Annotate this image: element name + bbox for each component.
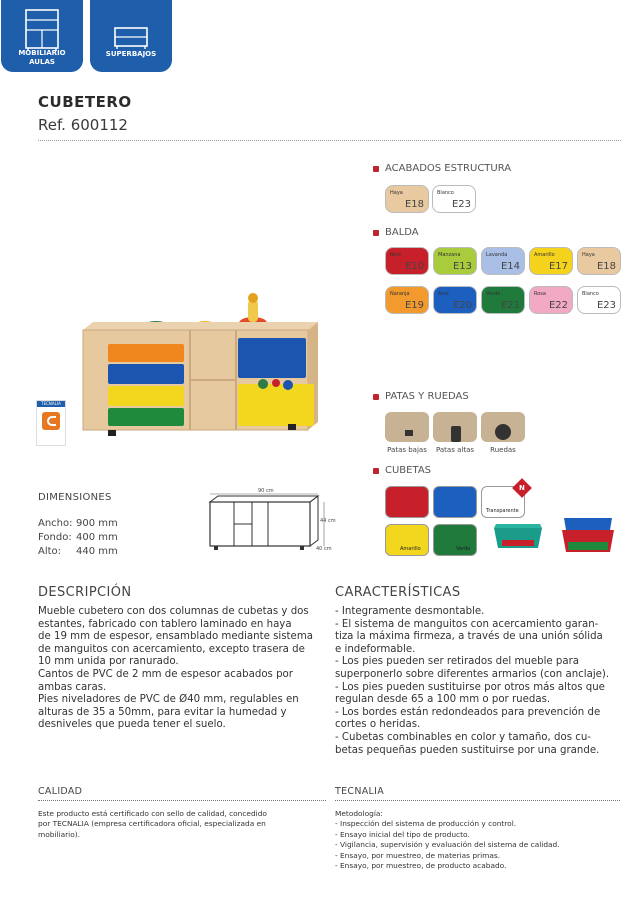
swatch-balda-azul[interactable]: [433, 286, 477, 314]
cubeta-transparente[interactable]: Transparente: [481, 486, 525, 518]
badge-brand: TECNALIA: [37, 401, 65, 407]
calidad-divider: [38, 800, 326, 801]
swatch-balda-verde[interactable]: [481, 286, 525, 314]
tecnalia-heading: TECNALIA: [335, 786, 385, 797]
swatch-acabado-blanco[interactable]: Blanco E23: [432, 185, 476, 213]
tab-mobiliario-aulas[interactable]: [1, 0, 83, 72]
cabinet-icon: [22, 8, 62, 52]
caracteristicas-text: - Integramente desmontable. - El sistema de manguitos con acercamiento garan- tiza la máxima firmeza, a través de una unión sólida e indeformable. - Los pies pueden ser retirados del mueble para superponerlo sobre diferentes armarios (con anclaje). - Los pies pueden sustituirse por otros más altos que regulan desde 65 a 100 mm o por ruedas. - Los bordes están redondeados para prevención de cortes o heridas. - Cubetas combinables en color y tamaño, dos cu- betas pequeñas pueden sustituirse por una grande.: [335, 606, 610, 756]
swatch-name: Manzana: [438, 252, 461, 258]
swatch-code: E19: [404, 300, 424, 311]
swatch-name: Haya: [582, 252, 595, 258]
wheel-icon: [495, 424, 511, 440]
calidad-heading: CALIDAD: [38, 786, 83, 797]
patas-bajas-option[interactable]: [385, 412, 429, 442]
swatch-balda-manzana[interactable]: [433, 247, 477, 275]
swatch-balda-rojo[interactable]: [385, 247, 429, 275]
tecnalia-text: Metodología: - Inspección del sistema de producción y control. - Ensayo inicial del tipo de producto. - Vigilancia, supervisión y evaluación del sistema de calidad. - Ensayo, por muestreo, de materias primas. - Ensayo, por muestreo, de producto acabado.: [335, 809, 560, 871]
tall-leg-icon: [451, 426, 461, 442]
swatch-code: E17: [548, 261, 568, 272]
swatch-name: Naranja: [390, 291, 410, 297]
ruedas-label: Ruedas: [490, 446, 516, 454]
cubeta-azul[interactable]: [433, 486, 477, 518]
ruedas-option[interactable]: [481, 412, 525, 442]
dimension-row-fondo: Fondo: 400 mm: [38, 532, 118, 543]
swatch-code: E13: [452, 261, 472, 272]
large-trays-image: [558, 512, 618, 558]
cubetas-heading: CUBETAS: [373, 465, 431, 476]
new-badge-icon: N: [512, 478, 532, 498]
acabados-heading: ACABADOS ESTRUCTURA: [373, 163, 511, 174]
bullet-icon: [373, 166, 379, 172]
dimension-drawing: [200, 488, 340, 558]
swatch-code: E23: [596, 300, 616, 311]
small-trays-image: [488, 516, 548, 556]
swatch-name: Blanco: [582, 291, 599, 297]
swatch-code: E10: [404, 261, 424, 272]
product-title: CUBETERO: [38, 93, 132, 111]
tecnalia-logo-icon: [42, 412, 60, 430]
patas-altas-label: Patas altas: [435, 446, 475, 454]
caracteristicas-heading: CARACTERÍSTICAS: [335, 585, 461, 600]
cubeta-amarillo[interactable]: Amarillo: [385, 524, 429, 556]
swatch-code: E18: [596, 261, 616, 272]
bullet-icon: [373, 230, 379, 236]
cubeta-rojo[interactable]: [385, 486, 429, 518]
short-leg-icon: [405, 430, 413, 436]
swatch-name: Verde: [486, 291, 501, 297]
tab-label-line1: MOBILIARIO: [18, 49, 66, 57]
swatch-code: E14: [500, 261, 520, 272]
swatch-name: Azul: [438, 291, 449, 297]
swatch-balda-lavanda[interactable]: [481, 247, 525, 275]
swatch-balda-naranja[interactable]: [385, 286, 429, 314]
drawing-depth-label: 40 cm: [316, 546, 332, 552]
patas-altas-option[interactable]: [433, 412, 477, 442]
patas-heading: PATAS Y RUEDAS: [373, 391, 469, 402]
swatch-name: Rojo: [390, 252, 401, 258]
tab-superbajos[interactable]: [90, 0, 172, 72]
drawing-height-label: 44 cm: [320, 518, 336, 524]
swatch-name: Lavanda: [486, 252, 508, 258]
swatch-balda-rosa[interactable]: [529, 286, 573, 314]
swatch-code: E20: [452, 300, 472, 311]
swatch-name: Rosa: [534, 291, 546, 297]
dimensions-heading: DIMENSIONES: [38, 492, 112, 503]
swatch-name: Amarillo: [534, 252, 555, 258]
bullet-icon: [373, 394, 379, 400]
tecnalia-divider: [335, 800, 620, 801]
dimension-row-alto: Alto: 440 mm: [38, 546, 118, 557]
swatch-acabado-haya[interactable]: Haya E18: [385, 185, 429, 213]
tecnalia-certificate-badge: [36, 400, 66, 446]
product-ref: Ref. 600112: [38, 116, 128, 134]
cubeta-verde[interactable]: Verde: [433, 524, 477, 556]
tab-label-line2: AULAS: [29, 58, 55, 66]
dimension-row-ancho: Ancho: 900 mm: [38, 518, 118, 529]
swatch-code: E21: [500, 300, 520, 311]
bullet-icon: [373, 468, 379, 474]
patas-bajas-label: Patas bajas: [387, 446, 427, 454]
title-divider: [38, 140, 621, 141]
descripcion-heading: DESCRIPCIÓN: [38, 585, 132, 600]
low-cabinet-icon: [111, 24, 151, 52]
swatch-balda-haya[interactable]: [577, 247, 621, 275]
product-image: [78, 290, 328, 450]
drawing-width-label: 90 cm: [258, 488, 274, 494]
swatch-balda-blanco[interactable]: [577, 286, 621, 314]
swatch-balda-amarillo[interactable]: [529, 247, 573, 275]
calidad-text: Este producto está certificado con sello de calidad, concedido por TECNALIA (empresa certificadora oficial, especializada en mobiliario).: [38, 809, 267, 839]
descripcion-text: Mueble cubetero con dos columnas de cubetas y dos estantes, fabricado con tablero laminado en haya de 19 mm de espesor, ensamblado mediante sistema de manguitos con acercamiento, excepto trasera de 10 mm unida por ranurado. Cantos de PVC de 2 mm de espesor acabados por ambas caras. Pies niveladores de PVC de Ø40 mm, regulables en alturas de 35 a 50mm, para evitar la humedad y desniveles que pueda tener el suelo.: [38, 606, 313, 731]
balda-heading: BALDA: [373, 227, 419, 238]
swatch-code: E22: [548, 300, 568, 311]
tab-label: SUPERBAJOS: [105, 50, 157, 58]
